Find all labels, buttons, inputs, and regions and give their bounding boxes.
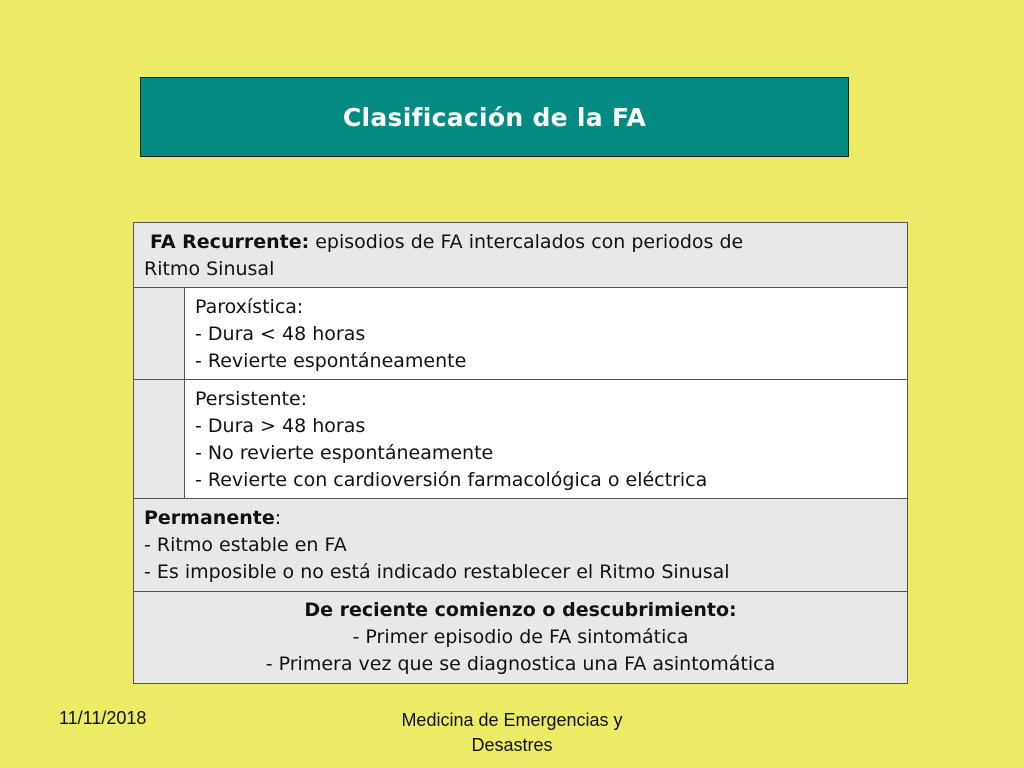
permanente-colon: : bbox=[274, 507, 282, 529]
reciente-item: - Primer episodio de FA sintomática bbox=[352, 626, 689, 648]
reciente-item: - Primera vez que se diagnostica una FA asintomática bbox=[265, 653, 776, 675]
classification-table bbox=[133, 222, 908, 684]
slide-title: Clasificación de la FA bbox=[342, 102, 647, 132]
persistente-heading: Persistente: bbox=[195, 388, 308, 410]
cell-recurrente bbox=[134, 223, 908, 288]
persistente-item: - Revierte con cardioversión farmacológica o eléctrica bbox=[195, 469, 708, 491]
cell-persistente bbox=[185, 380, 908, 499]
row-permanente bbox=[134, 499, 908, 592]
cell-paroxistica bbox=[185, 288, 908, 380]
cell-permanente bbox=[134, 499, 908, 592]
reciente-label: De reciente comienzo o descubrimiento: bbox=[304, 599, 737, 621]
recurrente-label: FA Recurrente: bbox=[150, 231, 310, 253]
footer-title-line-1: Medicina de Emergencias y bbox=[401, 710, 623, 730]
recurrente-text-2: Ritmo Sinusal bbox=[144, 258, 275, 280]
permanente-label: Permanente bbox=[144, 507, 275, 529]
footer-title bbox=[362, 708, 662, 758]
paroxistica-heading: Paroxística: bbox=[195, 296, 304, 318]
row-recurrente bbox=[134, 223, 908, 288]
paroxistica-item: - Revierte espontáneamente bbox=[195, 350, 467, 372]
permanente-item: - Es imposible o no está indicado restablecer el Ritmo Sinusal bbox=[144, 561, 730, 583]
persistente-item: - No revierte espontáneamente bbox=[195, 442, 494, 464]
row-reciente bbox=[134, 592, 908, 684]
recurrente-text: episodios de FA intercalados con periodos de bbox=[309, 231, 744, 253]
persistente-item: - Dura > 48 horas bbox=[195, 415, 366, 437]
indent-cell bbox=[134, 288, 185, 380]
row-persistente bbox=[134, 380, 908, 499]
cell-reciente bbox=[134, 592, 908, 684]
title-banner bbox=[140, 77, 849, 157]
footer-date: 11/11/2018 bbox=[59, 708, 147, 728]
paroxistica-item: - Dura < 48 horas bbox=[195, 323, 366, 345]
permanente-item: - Ritmo estable en FA bbox=[144, 534, 347, 556]
footer-title-line-2: Desastres bbox=[471, 735, 553, 755]
row-paroxistica bbox=[134, 288, 908, 380]
indent-cell bbox=[134, 380, 185, 499]
